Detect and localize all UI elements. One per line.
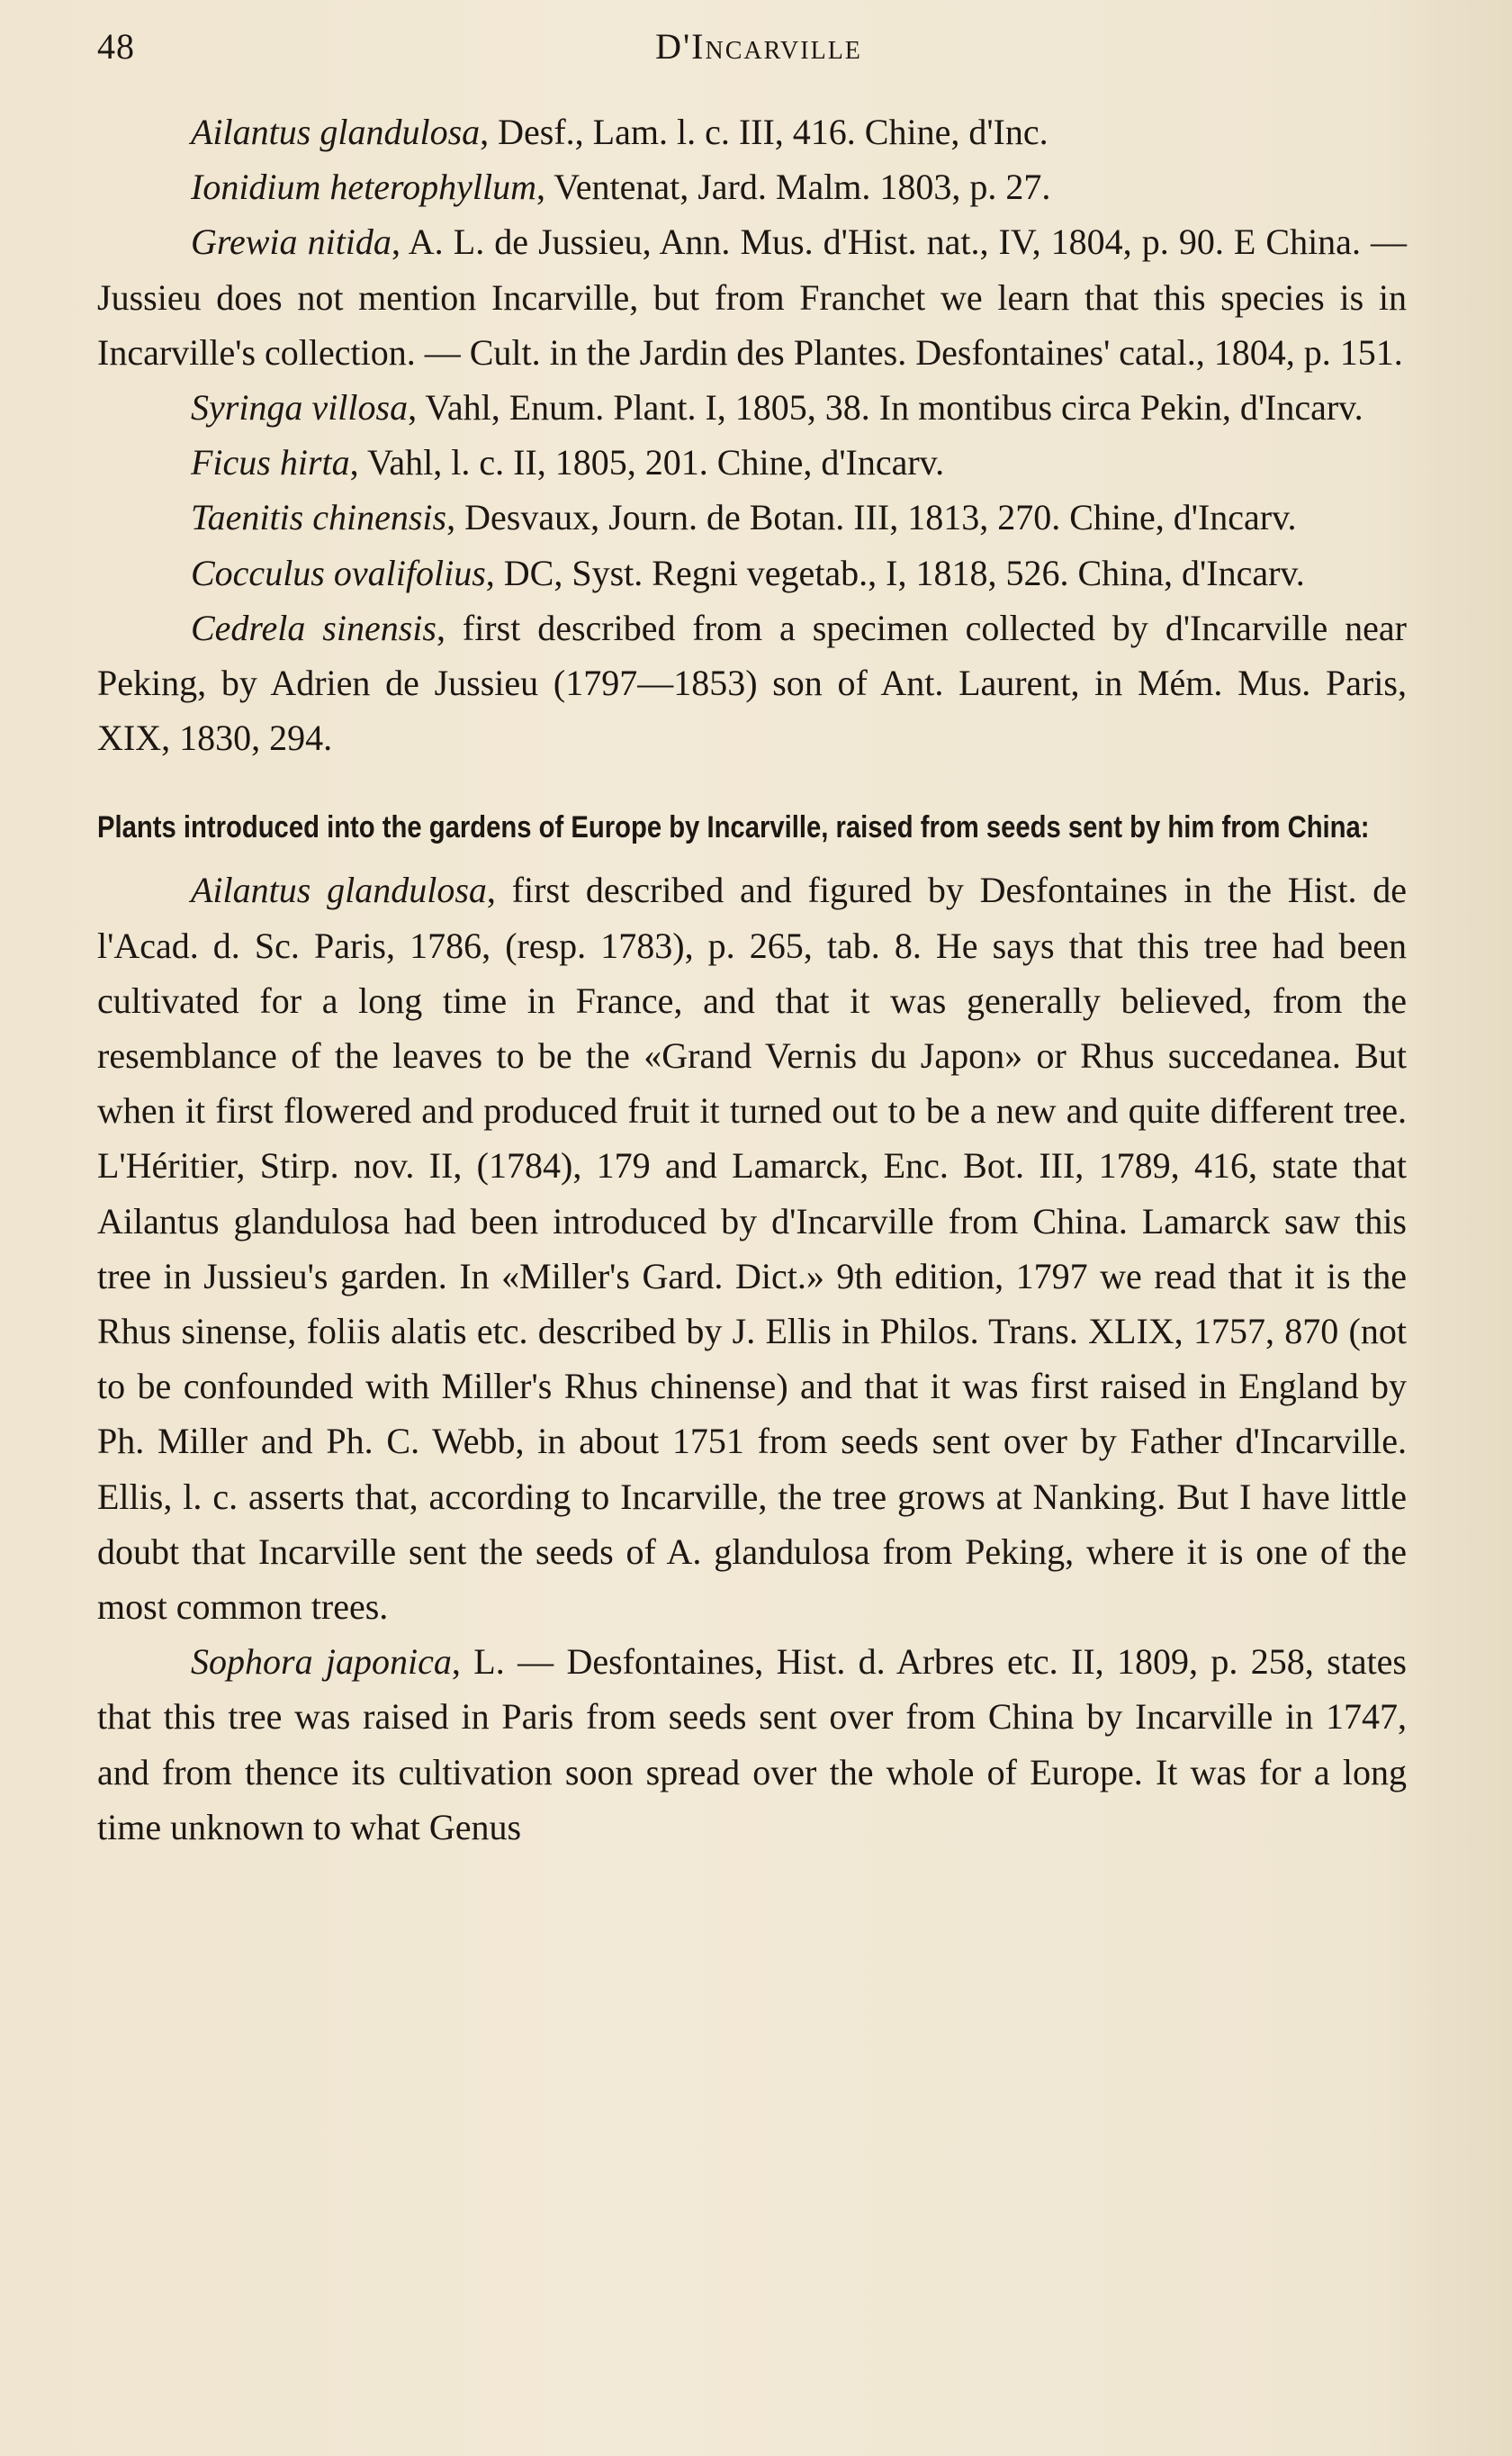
entry-syringa [97, 380, 1407, 435]
species-name: Cedrela sinensis [191, 607, 436, 648]
entry-ficus [97, 435, 1407, 490]
species-name: Grewia nitida [191, 221, 392, 263]
entry-text: , Ventenat, Jard. Malm. 1803, p. 27. [536, 167, 1051, 208]
entry-text: , Desvaux, Journ. de Botan. III, 1813, 270. Chine, d'Incarv. [446, 497, 1297, 538]
paragraph-ailantus [97, 862, 1407, 1634]
species-name: Sophora japonica [191, 1641, 452, 1683]
species-name: Ailantus glandulosa [191, 112, 481, 152]
paragraph-text: , first described and figured by Desfontaines in the Hist. de l'Acad. d. Sc. Paris, 1786, (resp. 1783), p. 265, tab. 8. He says that this tree had been cultivated for a long time in France, and that it was generally believed, from the resemblance of the leaves to be the «Grand Vernis du Japon» or Rhus succedanea. But when it first flowered and produced fruit it turned out to be a new and quite different tree. L'Héritier, Stirp. nov. II, (1784), 179 and Lamarck, Enc. Bot. III, 1789, 416, state that Ailantus glandulosa had been introduced by d'Incarville from China. Lamarck saw this tree in Jussieu's garden. In «Miller's Gard. Dict.» 9th edition, 1797 we read that it is the Rhus sinense, foliis alatis etc. described by J. Ellis in Philos. Trans. XLIX, 1757, 870 (not to be confounded with Miller's Rhus chinense) and that it was first raised in England by Ph. Miller and Ph. C. Webb, in about 1751 from seeds sent over by Father d'Incarville. Ellis, l. c. asserts that, according to Incarville, the tree grows at Nanking. But I have little doubt that Incarville sent the seeds of A. glandulosa from Peking, where it is one of the most common trees. [97, 870, 1407, 1628]
species-name: Ionidium heterophyllum [191, 167, 537, 208]
species-name: Taenitis chinensis [191, 497, 447, 538]
paragraph-sophora [97, 1634, 1407, 1855]
entry-text: , DC, Syst. Regni vegetab., I, 1818, 526. China, d'Incarv. [485, 552, 1305, 593]
species-name: Cocculus ovalifolius [191, 552, 486, 593]
section-heading: Plants introduced into the gardens of Europe by Incarville, raised from seeds sent by him from China: [97, 810, 1370, 845]
species-name: Syringa villosa [191, 387, 409, 429]
entry-cedrela [97, 600, 1407, 766]
page-number: 48 [97, 26, 135, 67]
entry-text: , first described from a specimen collected by d'Incarville near Peking, by Adrien de Jussieu (1797—1853) son of Ant. Laurent, in Mém. Mus. Paris, XIX, 1830, 294. [97, 607, 1408, 759]
running-head: D'Incarville [655, 26, 862, 67]
entry-text: , Desf., Lam. l. c. III, 416. Chine, d'Inc. [480, 112, 1048, 152]
page-header [97, 25, 1420, 76]
paragraph-text: , L. — Desfontaines, Hist. d. Arbres etc. II, 1809, p. 258, states that this tree was raised in Paris from seeds sent over from China by Incarville in 1747, and from thence its cultivation soon spread over the whole of Europe. It was for a long time unknown to what Genus [97, 1641, 1408, 1847]
entry-taenitis [97, 490, 1407, 545]
page-body [97, 104, 1407, 1855]
species-name: Ailantus glandulosa [191, 870, 487, 911]
species-name: Ficus hirta [191, 442, 350, 483]
entry-text: , A. L. de Jussieu, Ann. Mus. d'Hist. nat., IV, 1804, p. 90. E China. — Jussieu does not mention Incarville, but from Franchet we learn that this species is in Incarville's collection. — Cult. in the Jardin des Plantes. Desfontaines' catal., 1804, p. 151. [97, 221, 1408, 373]
entry-text: , Vahl, l. c. II, 1805, 201. Chine, d'Incarv. [349, 442, 945, 483]
entry-cocculus [97, 546, 1407, 600]
entry-ionidium [97, 159, 1407, 214]
entry-ailantus [97, 104, 1407, 159]
entry-grewia [97, 214, 1407, 380]
entry-text: , Vahl, Enum. Plant. I, 1805, 38. In montibus circa Pekin, d'Incarv. [408, 387, 1364, 429]
